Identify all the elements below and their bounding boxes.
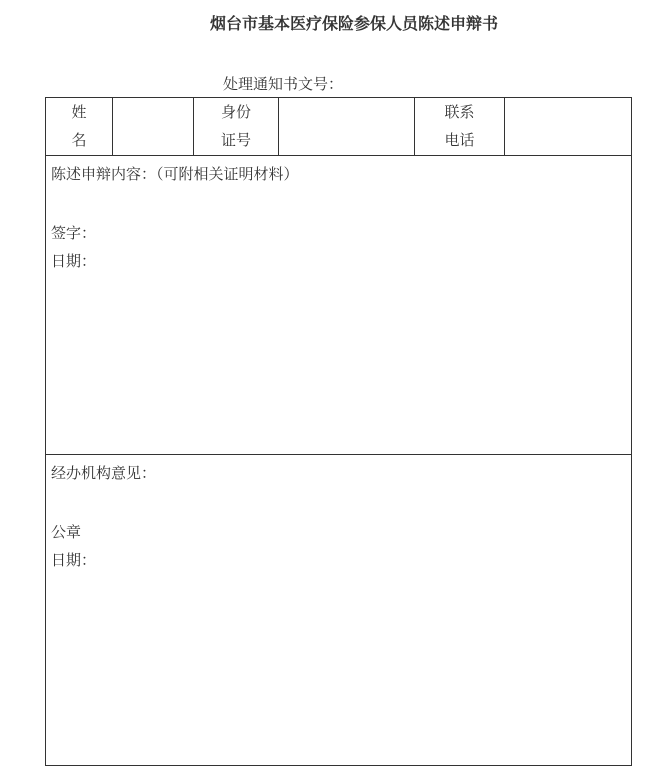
signature-label: 签字：	[51, 224, 97, 242]
statement-heading: 陈述申辩内容：（可附相关证明材料）	[51, 165, 299, 183]
phone-label: 联系 电话	[415, 98, 505, 156]
notice-number-label: 处理通知书文号：	[223, 75, 344, 93]
statement-date-label: 日期：	[51, 252, 97, 270]
statement-section[interactable]	[46, 156, 632, 455]
official-seal-label: 公章	[51, 523, 82, 541]
agency-opinion-section[interactable]	[46, 455, 632, 766]
statement-row	[46, 156, 632, 455]
agency-opinion-heading: 经办机构意见：	[51, 464, 157, 482]
name-label: 姓 名	[46, 98, 113, 156]
agency-opinion-row	[46, 455, 632, 766]
id-number-label: 身份 证号	[194, 98, 279, 156]
agency-date-label: 日期：	[51, 551, 97, 569]
name-value-field[interactable]	[113, 98, 194, 156]
personal-info-row	[46, 98, 632, 156]
document-title: 烟台市基本医疗保险参保人员陈述申辩书	[209, 14, 498, 33]
form-table	[45, 97, 632, 766]
phone-value-field[interactable]	[505, 98, 632, 156]
id-number-value-field[interactable]	[279, 98, 415, 156]
